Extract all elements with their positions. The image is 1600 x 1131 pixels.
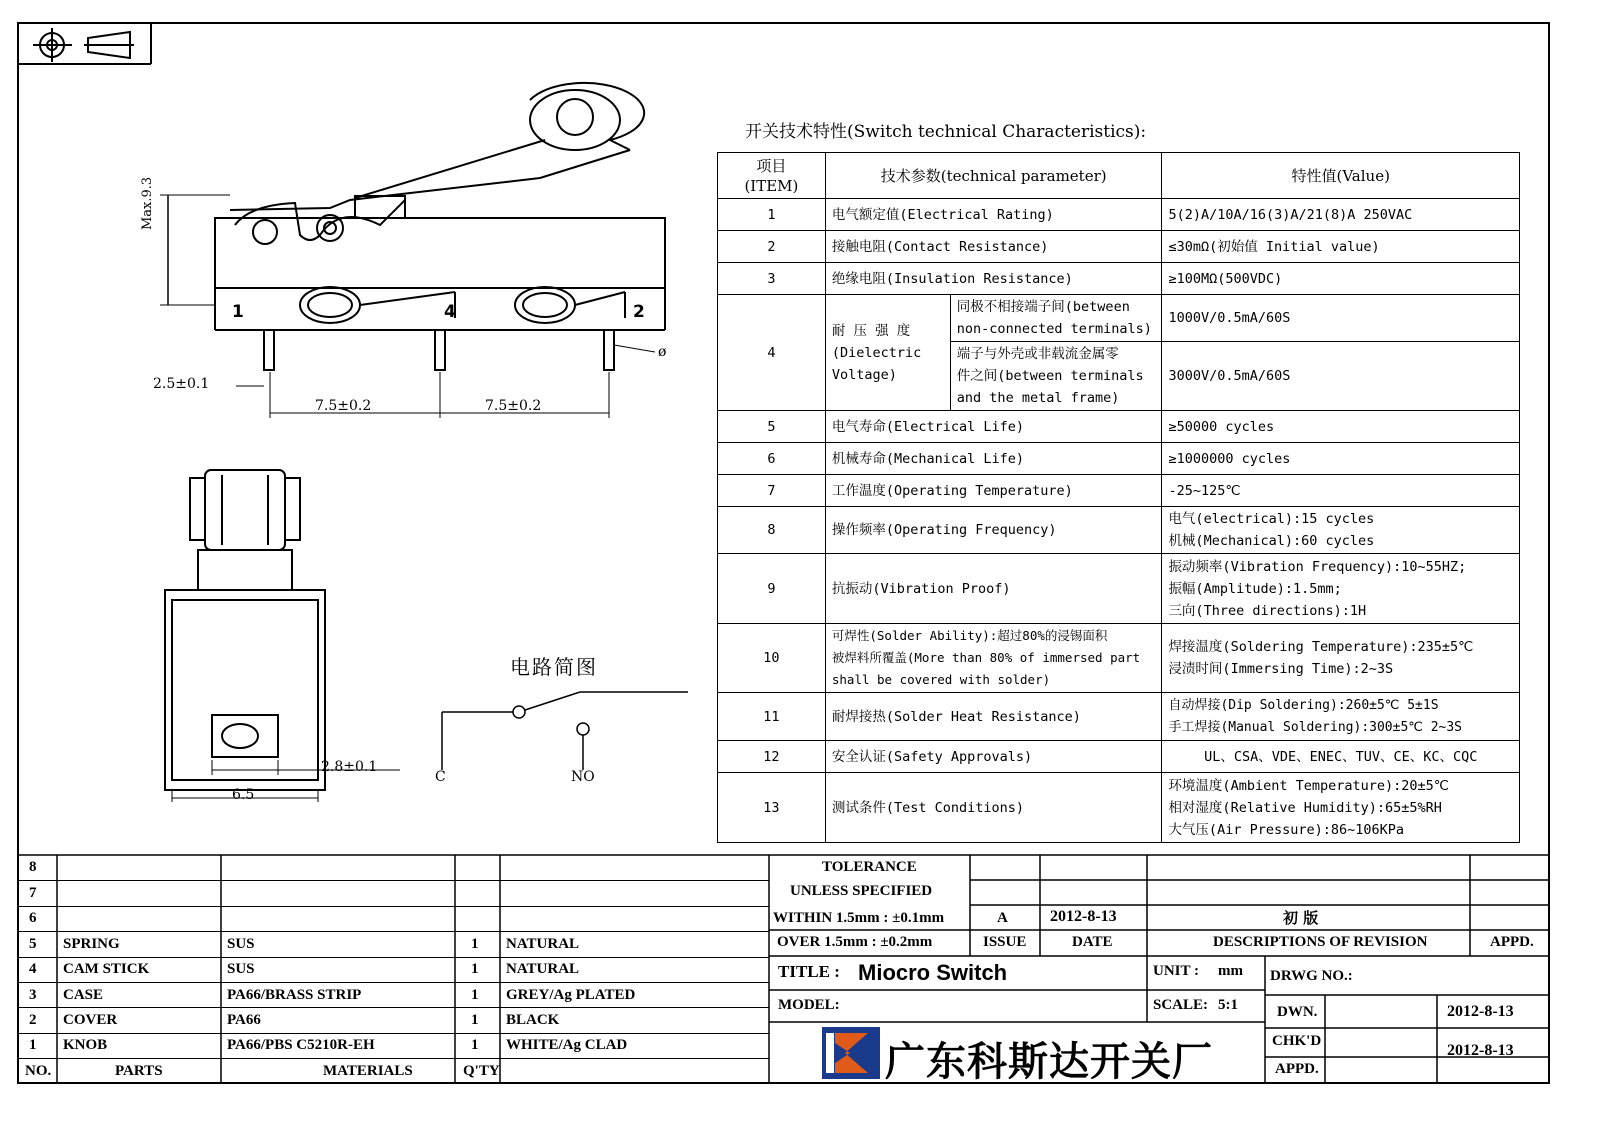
- pin-label-2: 2: [633, 302, 645, 322]
- bom-row: [17, 855, 769, 880]
- unit-value: mm: [1218, 963, 1243, 979]
- bom-qty: 1: [471, 1037, 479, 1054]
- spec-table: [717, 152, 1520, 843]
- bom-row: [17, 931, 769, 956]
- spec-value: 3000V/0.5mA/60S: [1162, 342, 1520, 411]
- scale-label: SCALE:: [1153, 997, 1209, 1013]
- spec-item: 4: [718, 295, 826, 411]
- spec-param: 耐 压 强 度 (Dielectric Voltage): [825, 295, 950, 411]
- date-label: DATE: [1072, 934, 1113, 950]
- switch-front-view: [165, 470, 400, 802]
- bom-material: PA66: [227, 1012, 261, 1029]
- dim-pitch-2: 7.5±0.2: [485, 398, 542, 414]
- bom-qty: 1: [471, 1012, 479, 1029]
- bom-header-material: MATERIALS: [323, 1063, 413, 1080]
- issue-label: ISSUE: [983, 934, 1027, 950]
- bom-qty: 1: [471, 935, 479, 952]
- dim-body-width: 6.5: [232, 787, 255, 803]
- spec-param: 接触电阻(Contact Resistance): [825, 231, 1162, 263]
- bom-qty: 1: [471, 986, 479, 1003]
- appd-label: APPD.: [1490, 934, 1534, 950]
- spec-param: 耐焊接热(Solder Heat Resistance): [825, 693, 1162, 741]
- bom-material: SUS: [227, 935, 255, 952]
- circuit-diagram: [442, 692, 688, 770]
- spec-param: 机械寿命(Mechanical Life): [825, 443, 1162, 475]
- spec-param: 抗振动(Vibration Proof): [825, 554, 1162, 624]
- spec-sub-param: 同极不相接端子间(between non-connected terminals): [950, 295, 1162, 342]
- spec-param: 可焊性(Solder Ability):超过80%的浸锡面积 被焊料所覆盖(More than 80% of immersed part shall be covered with solder): [825, 624, 1162, 693]
- bom-header-qty: Q'TY: [463, 1063, 500, 1080]
- model-label: MODEL:: [778, 997, 840, 1013]
- dwn-label: DWN.: [1277, 1004, 1318, 1020]
- spec-param: 测试条件(Test Conditions): [825, 773, 1162, 843]
- title-label: TITLE :: [778, 962, 840, 981]
- chkd-date: 2012-8-13: [1447, 1042, 1514, 1059]
- spec-value: 振动频率(Vibration Frequency):10~55HZ; 振幅(Amplitude):1.5mm; 三向(Three directions):1H: [1162, 554, 1520, 624]
- bom-no: 1: [29, 1037, 37, 1054]
- spec-value: UL、CSA、VDE、ENEC、TUV、CE、KC、CQC: [1162, 741, 1520, 773]
- switch-side-view: [160, 83, 665, 418]
- tolerance-label: TOLERANCE: [822, 859, 917, 875]
- revision-desc-label: DESCRIPTIONS OF REVISION: [1213, 934, 1428, 950]
- bom-row: [17, 1007, 769, 1032]
- spec-value: 环境温度(Ambient Temperature):20±5℃ 相对湿度(Relative Humidity):65±5%RH 大气压(Air Pressure):86~106KPa: [1162, 773, 1520, 843]
- issue-value: A: [997, 910, 1008, 926]
- bom-no: 4: [29, 961, 37, 978]
- spec-param: 操作频率(Operating Frequency): [825, 507, 1162, 554]
- drawing-title: Miocro Switch: [858, 960, 1008, 985]
- spec-param: 电气额定值(Electrical Rating): [825, 199, 1162, 231]
- date-value: 2012-8-13: [1050, 908, 1117, 925]
- spec-value: 1000V/0.5mA/60S: [1162, 295, 1520, 342]
- bom-table: [17, 855, 769, 1084]
- bom-row: [17, 982, 769, 1007]
- bom-row: [17, 906, 769, 931]
- spec-param: 工作温度(Operating Temperature): [825, 475, 1162, 507]
- spec-header-value: 特性值(Value): [1162, 153, 1520, 199]
- scale-value: 5:1: [1218, 997, 1238, 1013]
- bom-no: 2: [29, 1012, 37, 1029]
- spec-item: 7: [718, 475, 826, 507]
- spec-param: 安全认证(Safety Approvals): [825, 741, 1162, 773]
- spec-value: ≥50000 cycles: [1162, 411, 1520, 443]
- dwn-date: 2012-8-13: [1447, 1003, 1514, 1020]
- bom-row: [17, 880, 769, 905]
- dim-width-bottom: 2.8±0.1: [321, 759, 378, 775]
- appd2-label: APPD.: [1275, 1061, 1319, 1077]
- spec-item: 3: [718, 263, 826, 295]
- spec-value: ≤30mΩ(初始值 Initial value): [1162, 231, 1520, 263]
- tolerance-within: WITHIN 1.5mm : ±0.1mm: [773, 910, 945, 926]
- bom-material: PA66/PBS C5210R-EH: [227, 1037, 375, 1054]
- bom-finish: NATURAL: [506, 935, 580, 952]
- bom-header-no: NO.: [25, 1063, 52, 1080]
- bom-finish: NATURAL: [506, 961, 580, 978]
- bom-part: CAM STICK: [63, 961, 150, 978]
- spec-value: 电气(electrical):15 cycles 机械(Mechanical):60 cycles: [1162, 507, 1520, 554]
- bom-finish: WHITE/Ag CLAD: [506, 1037, 628, 1054]
- bom-part: COVER: [63, 1012, 118, 1029]
- spec-item: 10: [718, 624, 826, 693]
- spec-item: 2: [718, 231, 826, 263]
- chkd-label: CHK'D: [1272, 1033, 1322, 1049]
- bom-material: PA66/BRASS STRIP: [227, 986, 362, 1003]
- dim-pitch-1: 7.5±0.2: [315, 398, 372, 414]
- company-logo-icon: [822, 1027, 880, 1079]
- projection-symbol-icon: [33, 28, 134, 62]
- bom-material: SUS: [227, 961, 255, 978]
- bom-qty: 1: [471, 961, 479, 978]
- bom-no: 3: [29, 986, 37, 1003]
- bom-no: 5: [29, 935, 37, 952]
- spec-value: 5(2)A/10A/16(3)A/21(8)A 250VAC: [1162, 199, 1520, 231]
- spec-value: 焊接温度(Soldering Temperature):235±5℃ 浸渍时间(Immersing Time):2~3S: [1162, 624, 1520, 693]
- revision-desc-value: 初 版: [1283, 909, 1319, 927]
- drawing-number-label: DRWG NO.:: [1270, 968, 1353, 984]
- circuit-c-label: C: [435, 769, 446, 785]
- spec-value: ≥1000000 cycles: [1162, 443, 1520, 475]
- spec-item: 12: [718, 741, 826, 773]
- spec-param: 绝缘电阻(Insulation Resistance): [825, 263, 1162, 295]
- bom-row: [17, 957, 769, 982]
- spec-item: 1: [718, 199, 826, 231]
- dim-diameter: ø: [658, 344, 667, 360]
- spec-item: 5: [718, 411, 826, 443]
- bom-row: [17, 1033, 769, 1058]
- spec-header-param: 技术参数(technical parameter): [825, 153, 1162, 199]
- spec-value: 自动焊接(Dip Soldering):260±5℃ 5±1S 手工焊接(Manual Soldering):300±5℃ 2~3S: [1162, 693, 1520, 741]
- company-name: 广东科斯达开关厂: [885, 1039, 1213, 1085]
- bom-no: 8: [29, 859, 37, 876]
- tolerance-over: OVER 1.5mm : ±0.2mm: [777, 934, 933, 950]
- circuit-title: 电路简图: [510, 655, 598, 679]
- spec-value: -25~125℃: [1162, 475, 1520, 507]
- pin-label-1: 1: [232, 302, 244, 322]
- dim-max-height: Max.9.3: [140, 176, 155, 230]
- bom-no: 6: [29, 910, 37, 927]
- spec-title: 开关技术特性(Switch technical Characteristics):: [745, 122, 1147, 142]
- bom-part: SPRING: [63, 935, 120, 952]
- unit-label: UNIT :: [1153, 963, 1199, 979]
- spec-item: 8: [718, 507, 826, 554]
- pin-label-4: 4: [444, 302, 456, 322]
- circuit-no-label: NO: [571, 769, 595, 785]
- spec-sub-param: 端子与外壳或非载流金属零 件之间(between terminals and the metal frame): [950, 342, 1162, 411]
- spec-item: 13: [718, 773, 826, 843]
- spec-param: 电气寿命(Electrical Life): [825, 411, 1162, 443]
- spec-value: ≥100MΩ(500VDC): [1162, 263, 1520, 295]
- bom-header-row: [17, 1058, 769, 1084]
- bom-finish: GREY/Ag PLATED: [506, 986, 636, 1003]
- spec-item: 9: [718, 554, 826, 624]
- spec-item: 6: [718, 443, 826, 475]
- bom-no: 7: [29, 885, 37, 902]
- spec-header-item: 项目 (ITEM): [718, 153, 826, 199]
- spec-item: 11: [718, 693, 826, 741]
- unless-specified-label: UNLESS SPECIFIED: [790, 883, 933, 899]
- bom-header-part: PARTS: [115, 1063, 163, 1080]
- bom-finish: BLACK: [506, 1012, 560, 1029]
- bom-part: CASE: [63, 986, 104, 1003]
- dim-pin-width: 2.5±0.1: [153, 376, 210, 392]
- bom-part: KNOB: [63, 1037, 108, 1054]
